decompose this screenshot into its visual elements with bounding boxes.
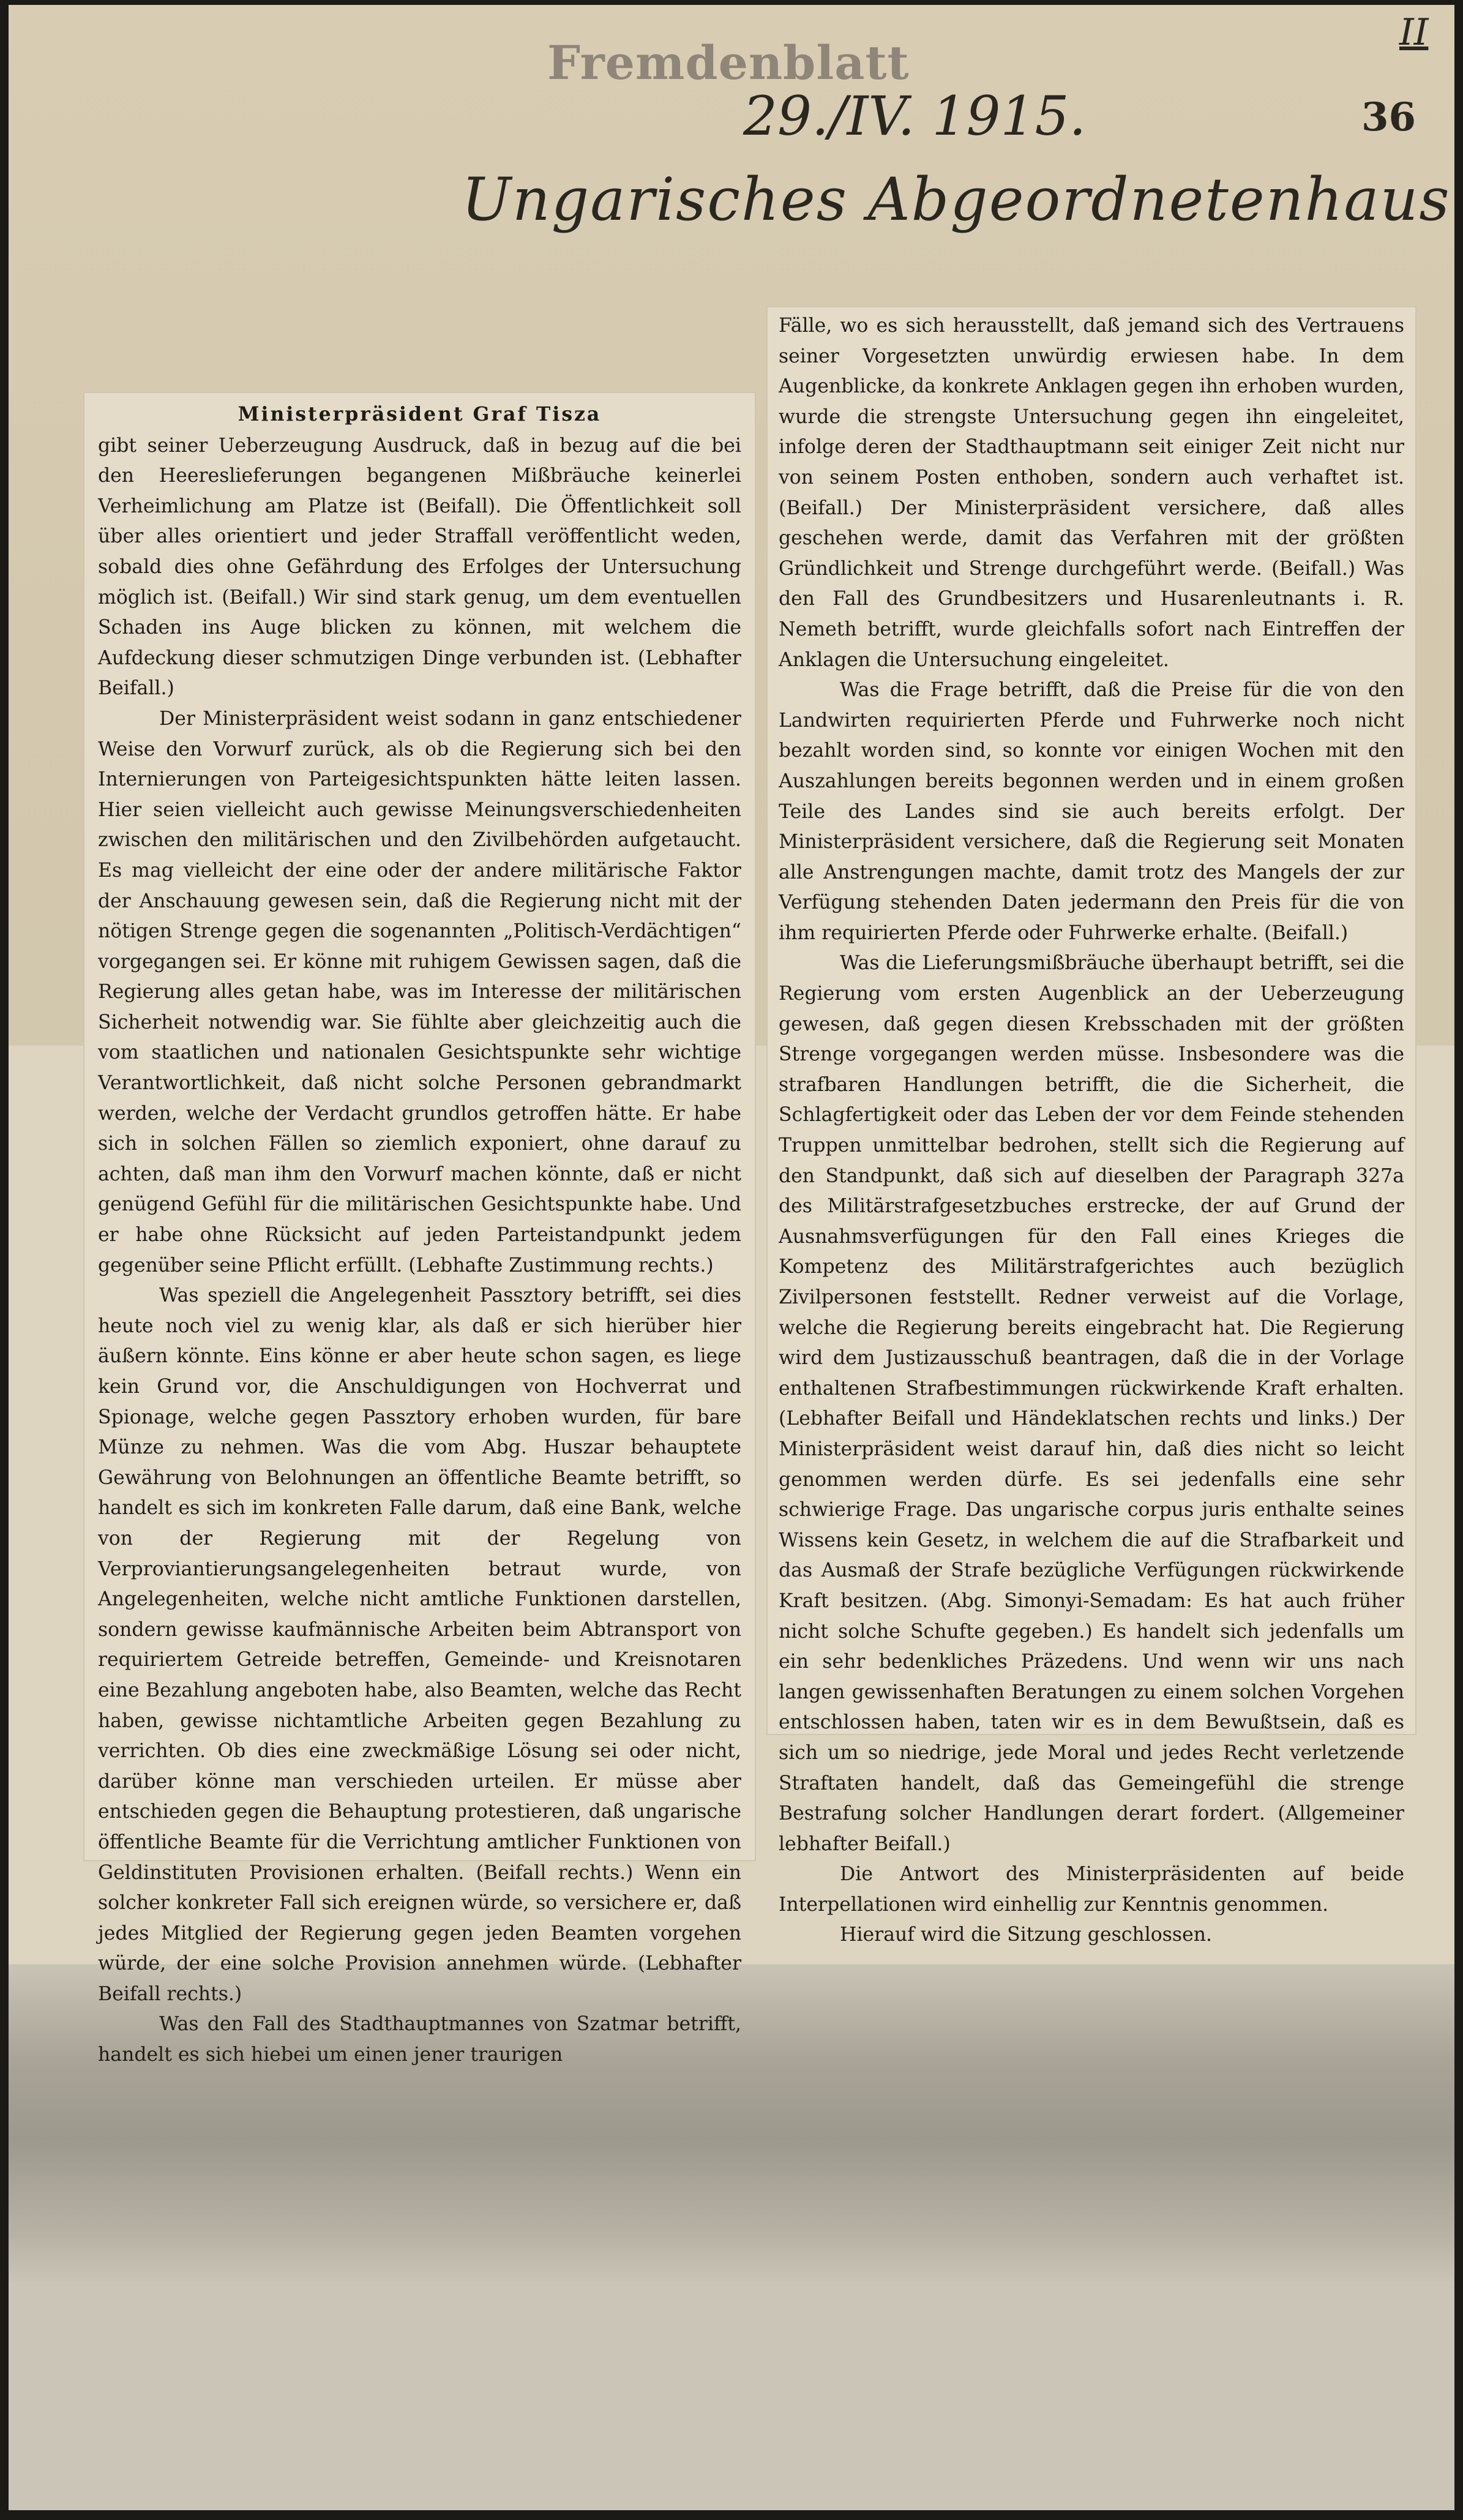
paragraph: Was die Frage betrifft, daß die Preise für die von den Landwirten requirierten Pferde und Fuhrwerke noch nicht bezahlt worden sind, so konnte vor einigen Wochen mit den Auszahlungen bereits begonnen werden und in einem großen Teile des Landes sind sie auch bereits erfolgt. Der Ministerpräsident versichere, daß die Regierung seit Monaten alle Anstrengungen machte, damit trotz des Mangels der zur Verfügung stehenden Daten jedermann den Preis für die von ihm requirierten Pferde oder Fuhrwerke erhalte. (Beifall.) xyxy=(779,679,1404,944)
article-title: Ministerpräsident Graf Tisza xyxy=(238,403,602,426)
left-clipping xyxy=(84,393,755,2066)
right-clipping xyxy=(768,307,1415,1946)
paragraph: Fälle, wo es sich herausstellt, daß jemand sich des Vertrauens seiner Vorgesetzten unwürdig erwiesen habe. In dem Augenblicke, da konkrete Anklagen gegen ihn erhoben wurden, wurde die strengste Untersuchung gegen ihn eingeleitet, infolge deren der Stadthauptmann seit einiger Zeit nicht nur von seinem Posten enthoben, sondern auch verhaftet ist. (Beifall.) Der Ministerpräsident versichere, daß alles geschehen werde, damit das Verfahren mit der größten Gründlichkeit und Strenge durchgeführt werde. (Beifall.) Was den Fall des Grundbesitzers und Husarenleutnants i. R. Nemeth betrifft, wurde gleichfalls sofort nach Eintreffen der Anklagen die Untersuchung eingeleitet. xyxy=(779,315,1404,671)
paragraph: Der Ministerpräsident weist sodann in ganz entschiedener Weise den Vorwurf zurück, als ob die Regierung sich bei den Internierungen von Parteigesichtspunkten hätte leiten lassen. Hier seien vielleicht auch gewisse Meinungsverschiedenheiten zwischen den militärischen und den Zivilbehörden aufgetaucht. Es mag vielleicht der eine oder der andere militärische Faktor der Anschauung gewesen sein, daß die Regierung nicht mit der nötigen Strenge gegen die sogenannten „Politisch-Verdächtigen“ vorgegangen sei. Er könne mit ruhigem Gewissen sagen, daß die Regierung alles getan habe, was im Interesse der militärischen Sicherheit notwendig war. Sie fühlte aber gleichzeitig auch die vom staatlichen und nationalen Gesichtspunkte sehr wichtige Verantwortlichkeit, daß nicht solche Personen gebrandmarkt werden, welche der Verdacht grundlos getroffen hätte. Er habe sich in solchen Fällen so ziemlich exponiert, ohne darauf zu achten, daß man ihm den Vorwurf machen könnte, daß er nicht genügend Gefühl für die militärischen Gesichtspunkte habe. Und er habe ohne Rücksicht auf jeden Parteistandpunkt jedem gegenüber seine Pflicht erfüllt. (Lebhafte Zustimmung rechts.) xyxy=(98,707,741,1277)
paragraph: Was den Fall des Stadthauptmannes von Szatmar betrifft, handelt es sich hiebei um einen jener traurigen xyxy=(98,2013,741,2066)
paragraph: Die Antwort des Ministerpräsidenten auf beide Interpellationen wird einhellig zur Kenntnis genommen. xyxy=(779,1863,1404,1916)
paragraph: gibt seiner Ueberzeugung Ausdruck, daß in bezug auf die bei den Heereslieferungen begangenen Mißbräuche keinerlei Verheimlichung am Platze ist (Beifall). Die Öffentlichkeit soll über alles orientiert und jeder Straffall veröffentlicht weden, sobald dies ohne Gefährdung des Erfolges der Untersuchung möglich ist. (Beifall.) Wir sind stark genug, um dem eventuellen Schaden ins Auge blicken zu können, mit welchem die Aufdeckung dieser schmutzigen Dinge verbunden ist. (Lebhafter Beifall.) xyxy=(98,434,741,700)
paragraph: Was die Lieferungsmißbräuche überhaupt betrifft, sei die Regierung vom ersten Augenblick an der Ueberzeugung gewesen, daß gegen diesen Krebsschaden mit der größten Strenge vorgegangen werden müsse. Insbesondere was die strafbaren Handlungen betrifft, die die Sicherheit, die Schlagfertigkeit oder das Leben der vor dem Feinde stehenden Truppen unmittelbar bedrohen, stellt sich die Regierung auf den Standpunkt, daß sich auf dieselben der Paragraph 327a des Militärstrafgesetzbuches erstrecke, der auf Grund der Ausnahmsverfügungen für den Fall eines Krieges die Kompetenz des Militärstrafgerichtes auch bezüglich Zivilpersonen feststellt. Redner verweist auf die Vorlage, welche die Regierung bereits eingebracht hat. Die Regierung wird dem Justizausschuß beantragen, daß die in der Vorlage enthaltenen Strafbestimmungen rückwirkende Kraft erhalten. (Lebhafter Beifall und Händeklatschen rechts und links.) Der Ministerpräsident weist darauf hin, daß dies nicht so leicht genommen werden dürfe. Es sei jedenfalls eine sehr schwierige Frage. Das ungarische corpus juris enthalte seines Wissens kein Gesetz, in welchem die auf die Strafbarkeit und das Ausmaß der Strafe bezügliche Verfügungen rückwirkende Kraft besitzen. (Abg. Simonyi-Semadam: Es hat auch früher nicht solche Schufte gegeben.) Es handelt sich jedenfalls um ein sehr bedenkliches Präzedens. Und wenn wir uns nach langen gewissenhaften Beratungen zu einem solchen Vorgehen entschlossen haben, taten wir es in dem Bewußtsein, daß es sich um so niedrige, jede Moral und jedes Recht verletzende Straftaten handelt, daß das Gemeingefühl die strenge Bestrafung solcher Handlungen derart fordert. (Allgemeiner lebhafter Beifall.) xyxy=(779,952,1404,1855)
handwritten-date: 29./IV. 1915. xyxy=(743,84,1087,148)
paragraph: Was speziell die Angelegenheit Passztory betrifft, sei dies heute noch viel zu wenig klar, als daß er sich hierüber hier äußern könnte. Eins könne er aber heute schon sagen, es liege kein Grund vor, die Anschuldigungen von Hochverrat und Spionage, welche gegen Passztory erhoben wurden, für bare Münze zu nehmen. Was die vom Abg. Huszar behauptete Gewährung von Belohnungen an öffentliche Beamte betrifft, so handelt es sich im konkreten Falle darum, daß eine Bank, welche von der Regierung mit der Regelung von Verproviantierungsangelegenheiten betraut wurde, von Angelegenheiten, welche nicht amtliche Funktionen darstellen, sondern gewisse kaufmännische Arbeiten beim Abtransport von requiriertem Getreide betreffen, Gemeinde- und Kreisnotaren eine Bezahlung angeboten habe, also Beamten, welche das Recht haben, gewisse nichtamtliche Arbeiten gegen Bezahlung zu verrichten. Ob dies eine zweckmäßige Lösung sei oder nicht, darüber könne man verschieden urteilen. Er müsse aber entschieden gegen die Behauptung protestieren, daß ungarische öffentliche Beamte für die Verrichtung amtlicher Funktionen von Geldinstituten Provisionen erhalten. (Beifall rechts.) Wenn ein solcher konkreter Fall sich ereignen würde, so versichere er, daß jedes Mitglied der Regierung gegen jeden Beamten vorgehen würde, der eine solche Provision annehmen würde. (Lebhafter Beifall rechts.) xyxy=(98,1284,741,2005)
handwritten-heading: Ungarisches Abgeordnetenhaus xyxy=(462,165,1451,234)
archive-sheet xyxy=(9,5,1454,2510)
lower-sheet xyxy=(9,2282,1454,2510)
roman-numeral: II xyxy=(1399,11,1429,54)
newspaper-stamp: Fremdenblatt xyxy=(547,36,910,90)
closing-line: Hierauf wird die Sitzung geschlossen. xyxy=(840,1924,1213,1946)
page-number: 36 xyxy=(1361,94,1416,140)
